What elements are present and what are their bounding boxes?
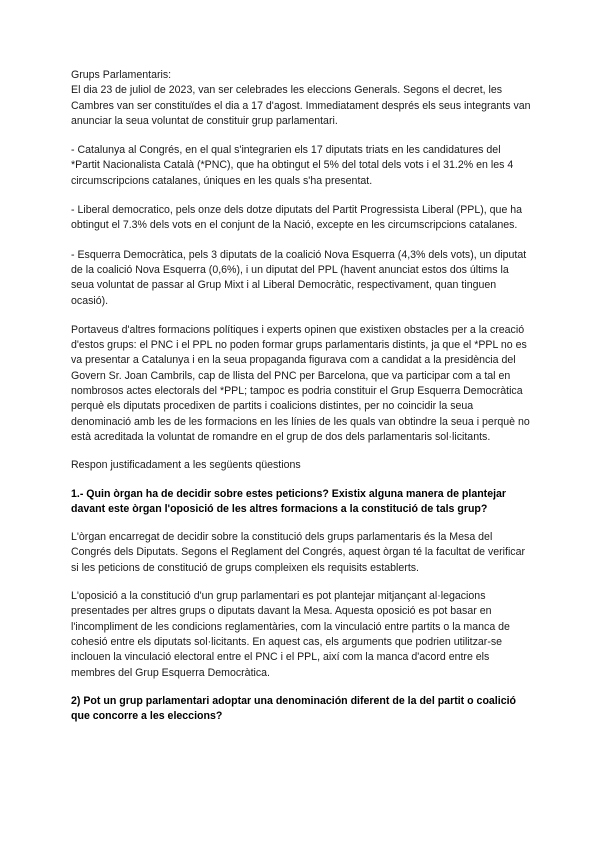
- document-title: Grups Parlamentaris:: [71, 69, 172, 81]
- answer-1-paragraph-1: L'òrgan encarregat de decidir sobre la constitució dels grups parlamentaris és la Mesa del Congrés dels Diputats. Segons el Reglament del Congrés, aquest òrgan té la facultat de verificar si les peticions de constitució de grups compleixen els requisits establerts.: [71, 531, 526, 574]
- case-paragraph-esquerra: - Esquerra Democràtica, pels 3 diputats de la coalició Nova Esquerra (4,3% dels vots), un diputat de la coalició Nova Esquerra (0,6%), i un diputat del PPL (havent anunciat estos dos últims la seua voluntat de passar al Grup Mixt i al Liberal Democràtic, respectivament, quan tinguen ocasió).: [71, 248, 527, 307]
- answer-1-paragraph-2: L'oposició a la constitució d'un grup parlamentari es pot plantejar mitjançant al·legacions presentades per altres grups o diputats davant la Mesa. Aquesta oposició es pot basar en l'incompliment de les condicions reglamentàries, com la vinculació entre partits o la manca de cohesió entre els diputats sol·licitants. En aquest cas, els arguments que podrien utilitzar-se inclouen la vinculació electoral entre el PNC i el PPL, així com la manca d'acord entre els membres del Grup Esquerra Democràtica.: [71, 590, 510, 679]
- question-1-heading: 1.- Quin òrgan ha de decidir sobre estes peticions? Existix alguna manera de plantejar davant este òrgan l'oposició de les altres formacions a la constitució de tals grup?: [71, 487, 507, 515]
- case-paragraph-catalunya: - Catalunya al Congrés, en el qual s'integrarien els 17 diputats triats en les candidatures del *Partit Nacionalista Català (*PNC), que ha obtingut el 5% del total dels vots i el 31.2% en les 4 circumscripcions catalanes, úniques en les quals s'ha presentat.: [71, 144, 514, 187]
- context-paragraph: Portaveus d'altres formacions polítiques i experts opinen que existixen obstacles per a la creació d'estos grups: el PNC i el PPL no poden formar grups parlamentaris distints, ja que el *PPL no es va presentar a Catalunya i en la seua propaganda figurava com a candidat a la presidència del Govern Sr. Joan Cambrils, cap de llista del PNC per Barcelona, que va participar com a tal en nombrosos actes electorals del *PPL; tampoc es podria constituir el Grup Esquerra Democràtica perquè els diputats procedixen de partits i coalicions distintes, per no coincidir la seua denominació amb les de les formacions en les línies de les quals van obtindre la seua i perquè no està acreditada la voluntat de romandre en el grup de dos dels parlamentaris sol·licitants.: [71, 323, 530, 443]
- intro-paragraph: El dia 23 de juliol de 2023, van ser celebrades les eleccions Generals. Segons el decret, les Cambres van ser constituïdes el dia a 17 d'agost. Immediatament després els seus integrants van anunciar la seua voluntat de constituir grup parlamentari.: [71, 84, 531, 127]
- document-page: [71, 68, 531, 724]
- question-2-heading: 2) Pot un grup parlamentari adoptar una denominación diferent de la del partit o coalició que concorre a les eleccions?: [71, 694, 516, 723]
- instruction-text: Respon justificadament a les següents qüestions: [71, 459, 301, 472]
- case-paragraph-liberal: - Liberal democratico, pels onze dels dotze diputats del Partit Progressista Liberal (PPL), que ha obtingut el 7.3% dels vots en el conjunt de la Nació, excepte en les circumscripcions catalanes.: [71, 204, 523, 232]
